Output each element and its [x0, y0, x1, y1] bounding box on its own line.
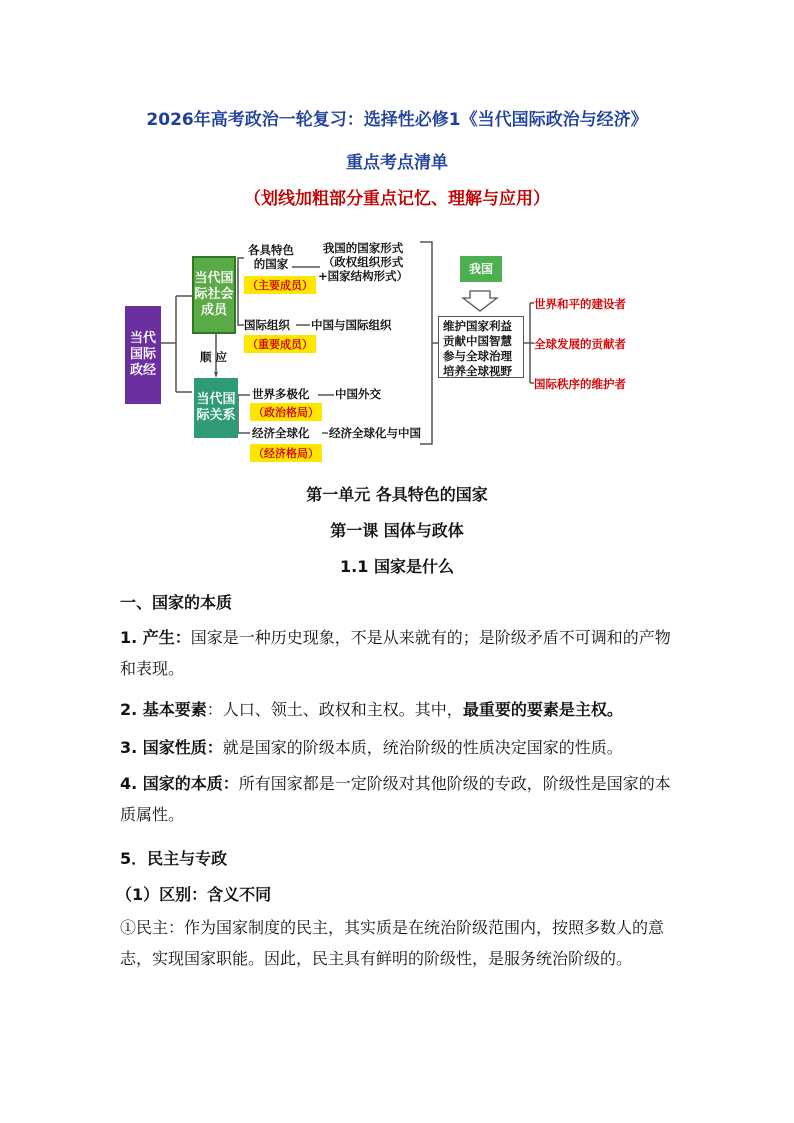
diagram-diplomacy: 中国外交	[335, 387, 381, 401]
diagram-countries-tag: （主要成员）	[244, 276, 316, 294]
diagram-china-label: 我国	[468, 261, 493, 276]
diagram-multipolar: 世界多极化	[252, 387, 310, 401]
diagram-actions	[438, 316, 524, 378]
diagram-relations	[194, 378, 238, 438]
paragraph-text: 所有国家都是一定阶级对其他阶级的专政，阶级性是国家的本质属性。	[120, 774, 671, 824]
section-heading: 1.1 国家是什么	[340, 557, 454, 576]
doc-title-line3: （划线加粗部分重点记忆、理解与应用）	[244, 189, 550, 209]
diagram-multipolar-tag: （政治格局）	[250, 403, 322, 421]
heading-difference: （1）区别：含义不同	[116, 885, 272, 904]
diagram-countries: 各具特色的国家	[248, 243, 294, 271]
paragraph-essence	[120, 768, 680, 830]
paragraph-lead: 2. 基本要素	[120, 700, 207, 719]
diagram-globalization-tag: （经济格局）	[250, 444, 322, 462]
diagram-members-label: 当代国际社会成员	[194, 270, 234, 319]
paragraph-text: ：人口、领土、政权和主权。其中，	[206, 700, 463, 719]
diagram-role: 国际秩序的维护者	[534, 377, 626, 391]
paragraph-nature	[120, 732, 680, 763]
diagram-action: 培养全球视野	[443, 363, 512, 378]
lesson-heading: 第一课 国体与政体	[330, 521, 464, 540]
paragraph-lead: 1. 产生：	[120, 628, 191, 647]
paragraph-text: ①民主：作为国家制度的民主，其实质是在统治阶级范围内，按照多数人的意志，实现国家职能。因此，民主具有鲜明的阶级性，是服务统治阶级的。	[120, 918, 665, 968]
paragraph-lead: 4. 国家的本质：	[120, 774, 239, 793]
doc-title-line1: 2026年高考政治一轮复习：选择性必修1《当代国际政治与经济》	[146, 110, 648, 130]
diagram-intl-org: 国际组织	[244, 318, 290, 332]
diagram-connectors	[0, 0, 794, 470]
heading-essence: 一、国家的本质	[120, 593, 233, 612]
diagram-root	[125, 306, 161, 404]
diagram-china-globalization: 经济全球化与中国	[329, 426, 421, 440]
diagram-action: 维护国家利益	[443, 319, 512, 333]
diagram-role: 全球发展的贡献者	[534, 337, 626, 351]
diagram-intl-org-tag: （重要成员）	[244, 335, 316, 353]
paragraph-lead: 3. 国家性质：	[120, 738, 223, 757]
paragraph-origin	[120, 622, 680, 684]
diagram-relations-label: 当代国际关系	[196, 391, 236, 423]
diagram-state-forms: 我国的国家形式 （政权组织形式 +国家结构形式）	[318, 241, 409, 283]
paragraph-elements	[120, 694, 680, 725]
paragraph-text: 就是国家的阶级本质，统治阶级的性质决定国家的性质。	[222, 738, 623, 757]
diagram-members	[192, 256, 236, 334]
doc-title-line2: 重点考点清单	[346, 153, 448, 173]
paragraph-democracy	[120, 912, 680, 974]
paragraph-emphasis: 最重要的要素是主权。	[462, 700, 623, 719]
paragraph-text: 国家是一种历史现象，不是从来就有的；是阶级矛盾不可调和的产物和表现。	[120, 628, 671, 678]
diagram-action: 贡献中国智慧	[443, 333, 512, 348]
unit-heading: 第一单元 各具特色的国家	[306, 485, 488, 504]
diagram-action: 参与全球治理	[443, 348, 512, 363]
diagram-globalization: 经济全球化	[252, 426, 310, 440]
diagram-role: 世界和平的建设者	[534, 297, 626, 311]
diagram-china	[460, 256, 502, 282]
heading-democracy-dictatorship: 5．民主与专政	[120, 849, 228, 868]
diagram-root-label: 当代国际政经	[129, 330, 156, 379]
diagram-shunying: 顺 应	[200, 350, 228, 364]
diagram-china-org: 中国与国际组织	[311, 318, 392, 332]
concept-diagram	[0, 0, 794, 470]
